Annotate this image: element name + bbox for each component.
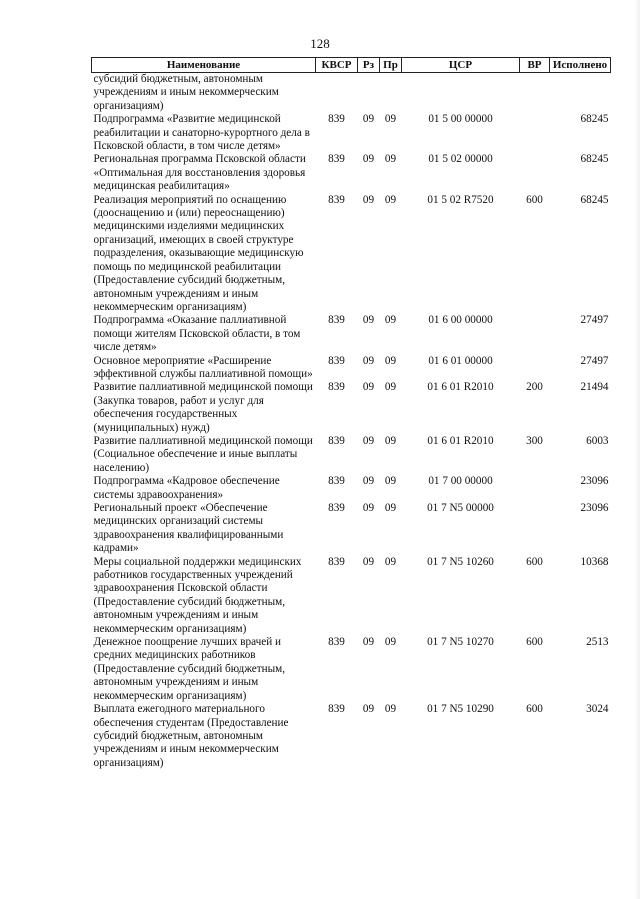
cell-rz: 09 <box>362 314 375 327</box>
cell-amount: 23096 <box>580 475 609 488</box>
cell-rz: 09 <box>362 502 375 514</box>
cell-rz: 09 <box>362 555 375 568</box>
cell-kvsr: 839 <box>328 193 345 206</box>
cell-vr: 300 <box>526 434 543 447</box>
cell-pr: 09 <box>384 354 397 367</box>
table-row <box>92 556 611 636</box>
cell-kvsr: 839 <box>328 703 345 716</box>
cell-csr: 01 6 01 R2010 <box>427 434 494 447</box>
cell-rz: 09 <box>362 113 375 126</box>
cell-vr <box>520 475 550 502</box>
cell-vr: 200 <box>526 381 543 394</box>
table-row <box>92 314 611 354</box>
cell-kvsr: 839 <box>328 153 345 166</box>
cell-name: Выплата ежегодного материального обеспечения студентам (Предоставление субсидий бюджетным, автономным учреждениям и иным некоммерческим организациям) <box>93 703 289 769</box>
cell-kvsr: 839 <box>328 314 345 327</box>
cell-amount: 23096 <box>580 502 609 514</box>
table-row <box>92 153 611 193</box>
cell-amount: 21494 <box>580 381 609 394</box>
header-rz: Рз <box>358 58 380 73</box>
cell-amount: 6003 <box>586 434 609 447</box>
cell-name: субсидий бюджетным, автономным учреждениям и иным некоммерческим организациям) <box>93 73 279 112</box>
cell-rz: 09 <box>362 193 375 206</box>
cell-kvsr: 839 <box>328 555 345 568</box>
table-row <box>92 194 611 315</box>
cell-name: Подпрограмма «Развитие медицинской реабилитации и санаторно-курортного дела в Псковской области, в том числе детям» <box>93 113 310 153</box>
table-row <box>92 381 611 435</box>
cell-kvsr: 839 <box>328 636 345 649</box>
cell-name: Реализация мероприятий по оснащению (дооснащению и (или) переоснащению) медицинскими изделиями медицинских организаций, имеющих в своей структуре подразделения, оказывающие медицинскую помощь по медицинской реабилитации (Предоставление субсидий бюджетным, автономным учреждениям и иным некоммерческим организациям) <box>93 193 304 313</box>
table-row <box>92 435 611 475</box>
cell-pr: 09 <box>384 434 397 447</box>
cell-amount: 68245 <box>580 113 609 126</box>
cell-csr: 01 6 00 00000 <box>428 314 493 327</box>
header-kvsr: КВСР <box>316 58 358 73</box>
cell-amount: 27497 <box>580 354 609 367</box>
cell-pr: 09 <box>384 381 397 394</box>
cell-vr <box>520 153 550 193</box>
budget-table <box>91 57 611 770</box>
cell-kvsr: 839 <box>328 113 345 126</box>
cell-csr: 01 5 02 00000 <box>428 153 493 166</box>
cell-pr: 09 <box>384 703 397 716</box>
cell-name: Региональная программа Псковской области «Оптимальная для восстановления здоровья медицинская реабилитация» <box>93 153 306 193</box>
cell-vr <box>520 314 550 354</box>
cell-name: Меры социальной поддержки медицинских работников государственных учреждений здравоохранения Псковской области (Предоставление субсидий бюджетным, автономным учреждениям и иным некоммерческим организациям) <box>93 555 302 635</box>
cell-rz: 09 <box>362 381 375 394</box>
cell-kvsr: 839 <box>328 381 345 394</box>
cell-kvsr: 839 <box>328 475 345 488</box>
cell-pr: 09 <box>384 502 397 514</box>
cell-csr: 01 7 N5 00000 <box>427 502 494 514</box>
cell-vr: 600 <box>526 703 543 716</box>
cell-kvsr <box>316 73 358 114</box>
cell-amount: 10368 <box>580 555 609 568</box>
scan-edge <box>634 0 640 899</box>
cell-amount: 68245 <box>580 153 609 166</box>
cell-vr <box>520 113 550 153</box>
table-header-row <box>92 58 611 73</box>
cell-csr: 01 5 02 R7520 <box>427 193 494 206</box>
cell-pr: 09 <box>384 636 397 649</box>
header-pr: Пр <box>380 58 402 73</box>
cell-amount: 2513 <box>586 636 609 649</box>
table-row <box>92 73 611 114</box>
cell-pr: 09 <box>384 555 397 568</box>
cell-vr <box>520 502 550 556</box>
cell-pr: 09 <box>384 153 397 166</box>
cell-name: Развитие паллиативной медицинской помощи (Закупка товаров, работ и услуг для обеспечения государственных (муниципальных) нужд) <box>93 381 313 434</box>
table-row <box>92 703 611 770</box>
cell-name: Денежное поощрение лучших врачей и средних медицинских работников (Предоставление субсидий бюджетным, автономным учреждениям и иным некоммерческим организациям) <box>93 636 286 702</box>
cell-name: Подпрограмма «Кадровое обеспечение системы здравоохранения» <box>93 475 280 501</box>
cell-csr: 01 7 N5 10260 <box>427 555 494 568</box>
cell-rz: 09 <box>362 636 375 649</box>
cell-csr: 01 6 01 R2010 <box>427 381 494 394</box>
table-row <box>92 113 611 153</box>
table-row <box>92 475 611 502</box>
cell-rz: 09 <box>362 153 375 166</box>
cell-name: Региональный проект «Обеспечение медицинских организаций системы здравоохранения квалифицированными кадрами» <box>93 502 284 555</box>
cell-vr <box>520 355 550 382</box>
cell-vr: 600 <box>526 636 543 649</box>
table-row <box>92 502 611 556</box>
cell-amount <box>550 73 611 114</box>
header-amount: Исполнено <box>550 58 611 73</box>
cell-pr: 09 <box>384 475 397 488</box>
table-row <box>92 636 611 703</box>
cell-kvsr: 839 <box>328 354 345 367</box>
cell-csr: 01 7 N5 10290 <box>427 703 494 716</box>
cell-rz <box>358 73 380 114</box>
page-number: 128 <box>310 36 330 51</box>
cell-csr: 01 7 00 00000 <box>428 475 493 488</box>
cell-amount: 68245 <box>580 193 609 206</box>
cell-name: Основное мероприятие «Расширение эффективной службы паллиативной помощи» <box>93 354 313 380</box>
cell-csr: 01 5 00 00000 <box>428 113 493 126</box>
header-csr: ЦСР <box>402 58 520 73</box>
cell-name: Подпрограмма «Оказание паллиативной помощи жителям Псковской области, в том числе детям» <box>93 314 301 354</box>
cell-amount: 3024 <box>586 703 609 716</box>
cell-rz: 09 <box>362 434 375 447</box>
cell-name: Развитие паллиативной медицинской помощи (Социальное обеспечение и иные выплаты населению) <box>93 434 313 474</box>
cell-pr: 09 <box>384 113 397 126</box>
cell-pr <box>380 73 402 114</box>
table-body <box>92 73 611 771</box>
cell-csr: 01 7 N5 10270 <box>427 636 494 649</box>
cell-kvsr: 839 <box>328 434 345 447</box>
cell-kvsr: 839 <box>328 502 345 514</box>
cell-csr <box>402 73 520 114</box>
header-name: Наименование <box>92 58 316 73</box>
cell-vr: 600 <box>526 193 543 206</box>
cell-vr: 600 <box>526 555 543 568</box>
cell-rz: 09 <box>362 475 375 488</box>
cell-amount: 27497 <box>580 314 609 327</box>
cell-pr: 09 <box>384 193 397 206</box>
cell-rz: 09 <box>362 703 375 716</box>
table-row <box>92 355 611 382</box>
header-vr: ВР <box>520 58 550 73</box>
cell-rz: 09 <box>362 354 375 367</box>
cell-pr: 09 <box>384 314 397 327</box>
cell-csr: 01 6 01 00000 <box>428 354 493 367</box>
cell-vr <box>520 73 550 114</box>
